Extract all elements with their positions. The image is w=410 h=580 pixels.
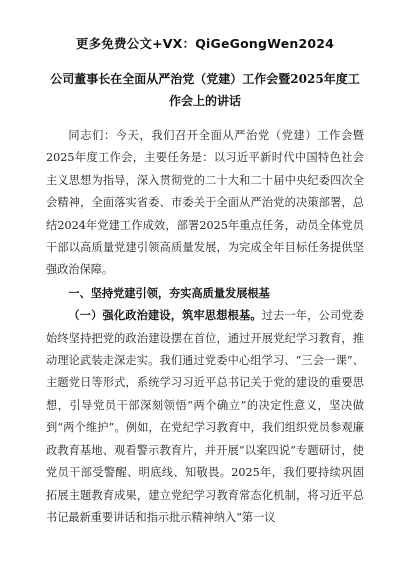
subsection-body: 过去一年，公司党委始终坚持把党的政治建设摆在首位，通过开展党纪学习教育，推动理论武装走深走实。我们通过党委中心组学习、“三会一课”、主题党日等形式，系统学习习近平总书记关于党的建设的重要思想，引导党员干部深刻领悟“两个确立”的决定性意义，坚决做到“两个维护”。例如，在党纪学习教育中，我们组织党员参观廉政教育基地、观看警示教育片，并开展“以案四说”专题研讨，使党员干部受警醒、明底线、知敬畏。2025年，我们要持续巩固拓展主题教育成果，建立党纪学习教育常态化机制，将习近平总书记最新重要讲话和指示批示精神纳入“第一议 [46,309,364,524]
subsection-paragraph [46,304,364,529]
document-body [46,125,364,529]
subsection-heading: （一）强化政治建设，筑牢思想根基。 [68,308,262,323]
header-watermark: 更多免费公文+VX：QiGeGongWen2024 [75,36,335,51]
section-heading: 一、坚持党建引领，夯实高质量发展根基 [68,285,270,300]
salutation-paragraph: 同志们：今天，我们召开全面从严治党（党建）工作会暨2025年度工作会，主要任务是：以习近平新时代中国特色社会主义思想为指导，深入贯彻党的二十大和二十届中央纪委四次全会精神，全面落实省委、市委关于全面从严治党的决策部署，总结2024年党建工作成效，部署2025年重点任务，动员全体党员干部以高质量党建引领高质量发展，为完成全年目标任务提供坚强政治保障。 [46,129,364,277]
document-title: 公司董事长在全面从严治党（党建）工作会暨2025年度工作会上的讲话 [50,72,360,108]
